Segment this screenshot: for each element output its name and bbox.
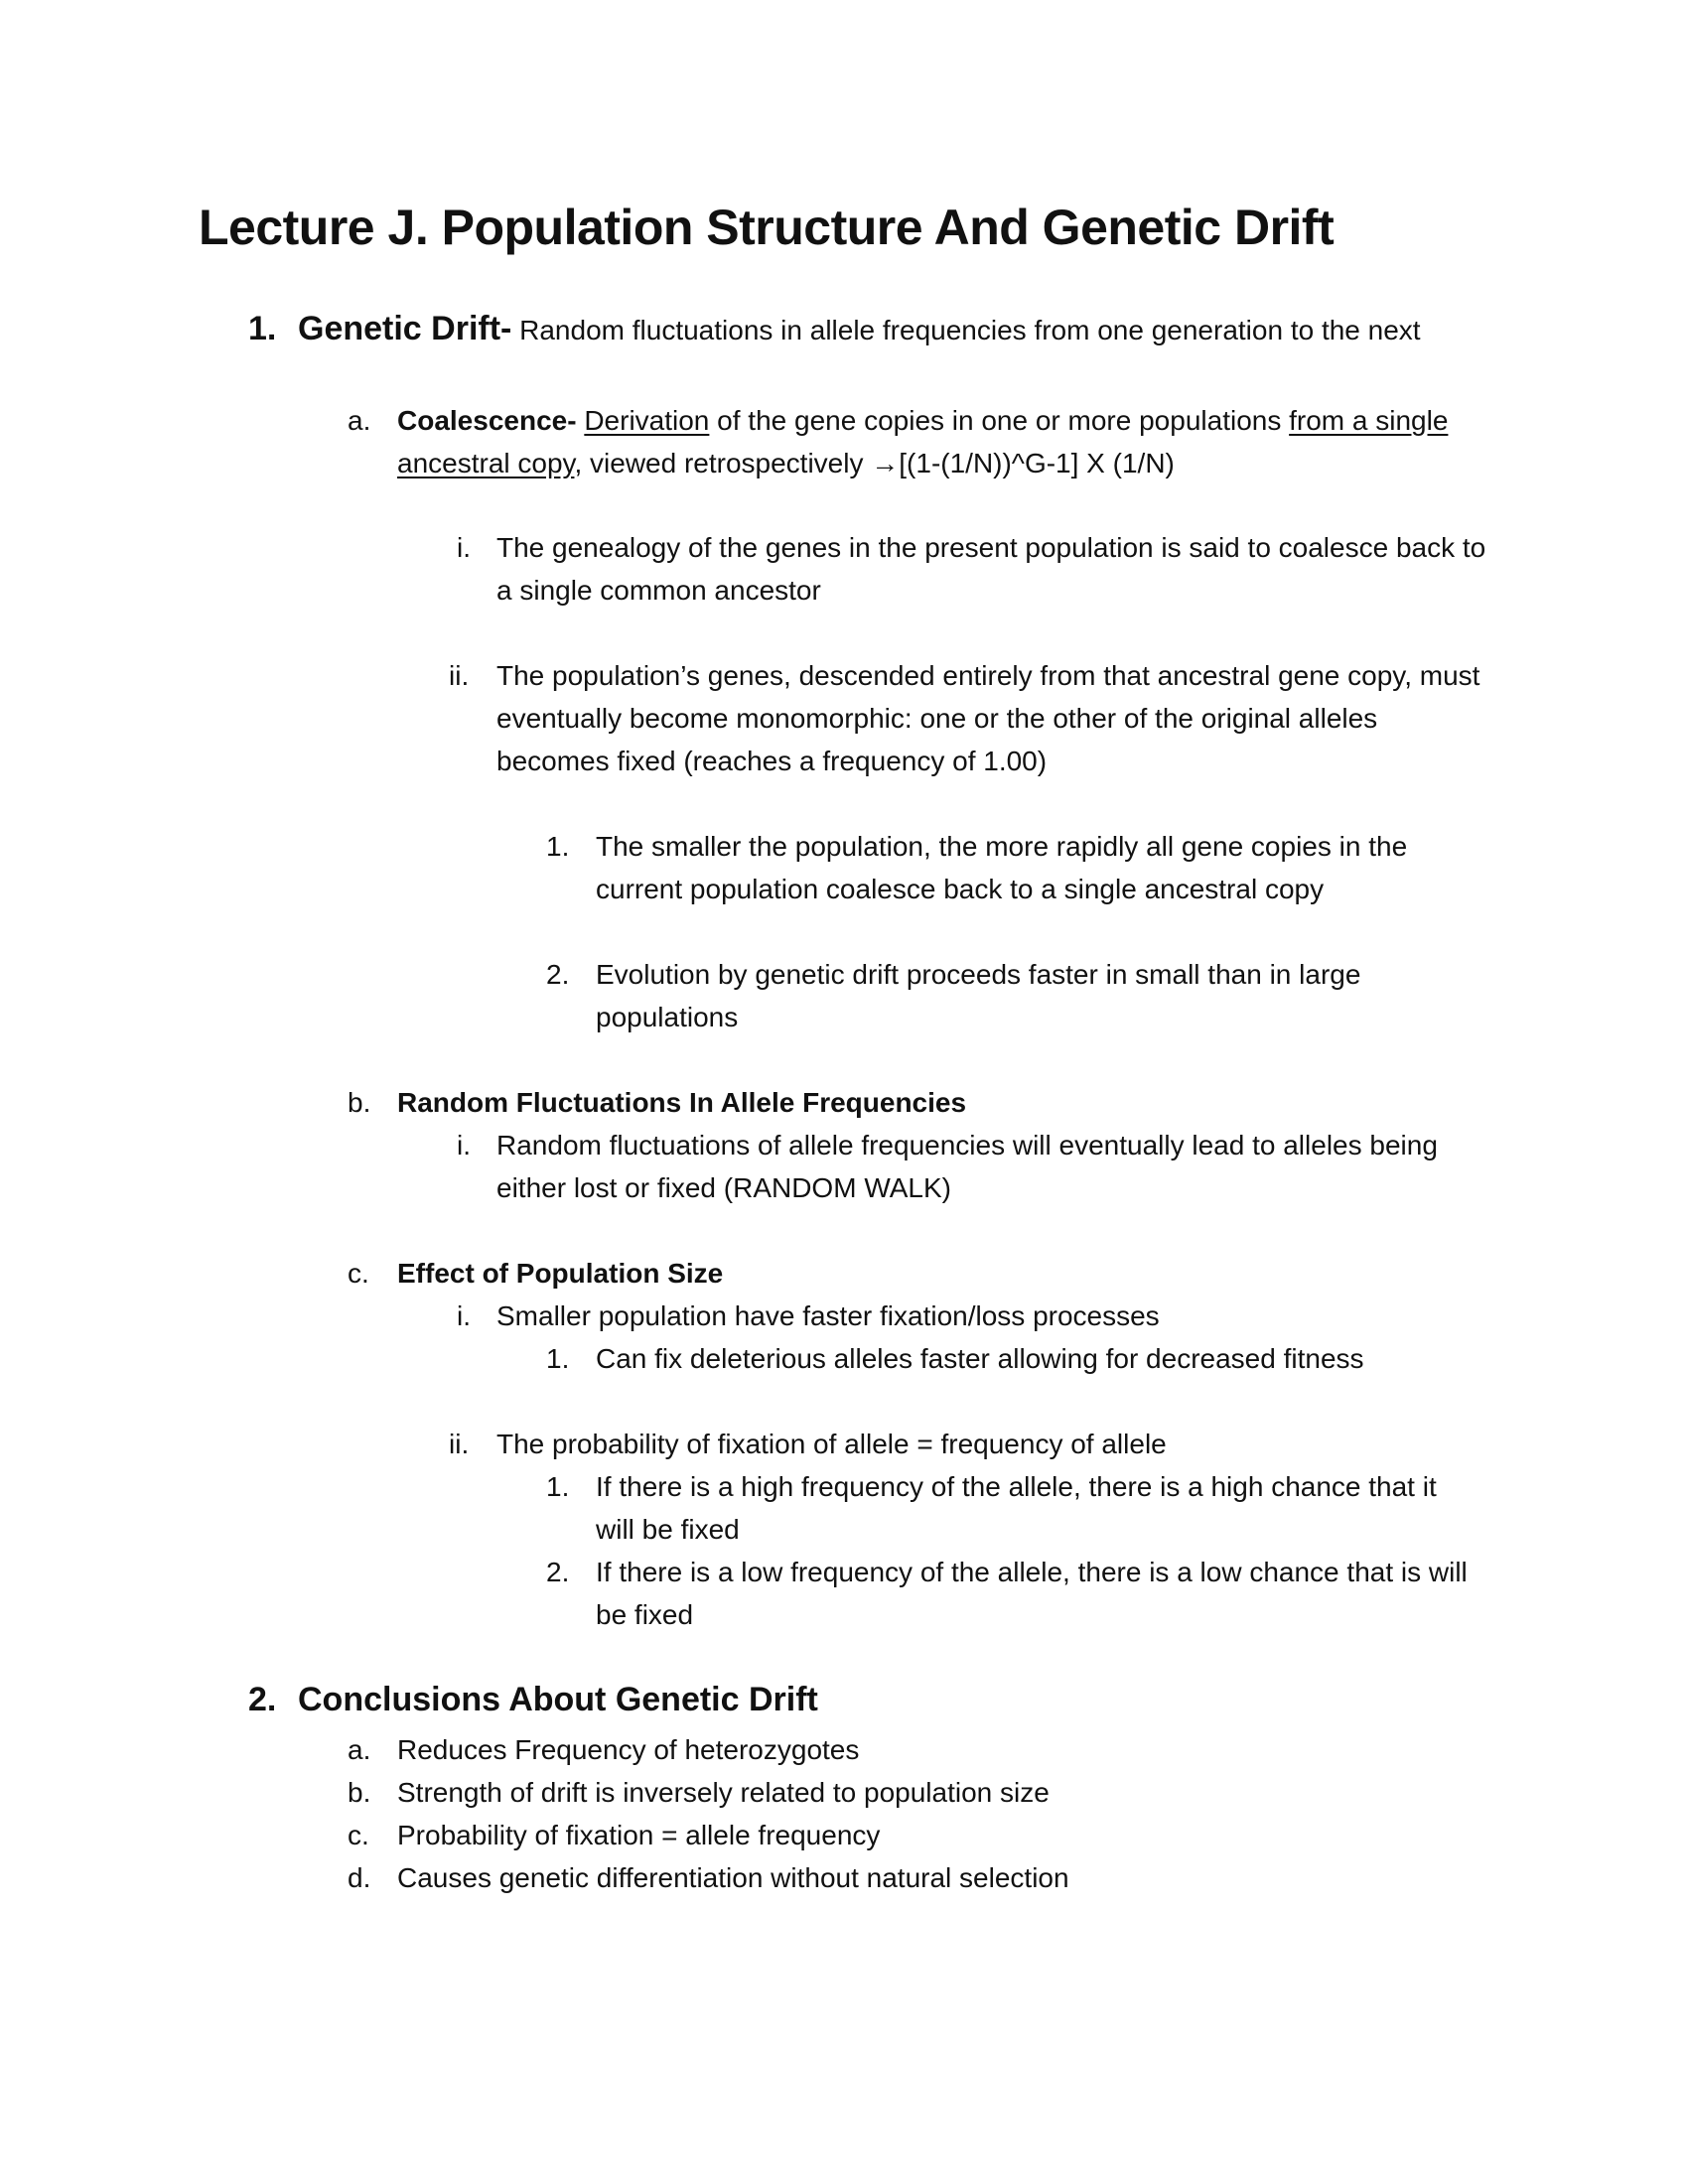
item-1ai-marker: i. (457, 532, 471, 563)
derivation-term: Derivation (584, 405, 710, 436)
item-1aii-line-2: eventually become monomorphic: one or the other of the original alleles (496, 703, 1378, 734)
item-1ai-line-2: a single common ancestor (496, 575, 821, 606)
item-1cii2-marker: 2. (546, 1557, 570, 1587)
item-1a-line-1 (397, 399, 1448, 442)
arrow-icon: → (871, 448, 900, 478)
section-1-description: Random fluctuations in allele frequencies from one generation to the next (511, 315, 1421, 345)
item-1cii2-line-1: If there is a low frequency of the allele, there is a low chance that is will (596, 1557, 1468, 1587)
item-1bi-line-2: either lost or fixed (RANDOM WALK) (496, 1172, 951, 1203)
item-1bi-marker: i. (457, 1130, 471, 1160)
section-1-marker: 1. (248, 310, 277, 347)
item-1c-heading: Effect of Population Size (397, 1258, 724, 1289)
item-1aii-marker: ii. (449, 660, 470, 691)
section-2-heading: Conclusions About Genetic Drift (298, 1681, 818, 1718)
item-1cii1-line-1: If there is a high frequency of the allele, there is a high chance that it (596, 1471, 1437, 1502)
conclusion-a-marker: a. (348, 1734, 371, 1765)
conclusion-d-text: Causes genetic differentiation without natural selection (397, 1862, 1069, 1893)
item-1cii-line-1: The probability of fixation of allele = frequency of allele (496, 1429, 1167, 1459)
item-1cii1-line-2: will be fixed (596, 1514, 740, 1545)
item-1aii1-marker: 1. (546, 831, 570, 862)
conclusion-a-text: Reduces Frequency of heterozygotes (397, 1734, 860, 1765)
conclusion-c-marker: c. (348, 1820, 369, 1850)
item-1a-text-2: , viewed retrospectively (574, 448, 872, 478)
conclusion-b-text: Strength of drift is inversely related to population size (397, 1777, 1050, 1808)
item-1c-marker: c. (348, 1258, 369, 1289)
item-1bi-line-1: Random fluctuations of allele frequencies will eventually lead to alleles being (496, 1130, 1438, 1160)
item-1aii2-marker: 2. (546, 959, 570, 990)
item-1a-line-2 (397, 442, 1175, 484)
ancestral-phrase-part-1: from a single (1289, 405, 1449, 436)
section-1-heading: Genetic Drift- (298, 310, 512, 347)
item-1ci1-marker: 1. (546, 1343, 570, 1374)
conclusion-b-marker: b. (348, 1777, 371, 1808)
conclusion-d-marker: d. (348, 1862, 371, 1893)
item-1cii-marker: ii. (449, 1429, 470, 1459)
item-1cii1-marker: 1. (546, 1471, 570, 1502)
item-1aii2-line-1: Evolution by genetic drift proceeds faster in small than in large (596, 959, 1361, 990)
section-1-heading-line (298, 308, 1421, 351)
item-1a-text-1: of the gene copies in one or more populations (709, 405, 1290, 436)
item-1b-heading: Random Fluctuations In Allele Frequencies (397, 1087, 967, 1118)
item-1aii2-line-2: populations (596, 1002, 739, 1032)
item-1ci1-line-1: Can fix deleterious alleles faster allowing for decreased fitness (596, 1343, 1364, 1374)
item-1a-marker: a. (348, 405, 371, 436)
page-title: Lecture J. Population Structure And Genetic Drift (199, 200, 1335, 255)
ancestral-phrase-part-2: ancestral copy (397, 448, 575, 478)
item-1b-marker: b. (348, 1087, 371, 1118)
item-1ci-marker: i. (457, 1300, 471, 1331)
coalescence-label: Coalescence- (397, 405, 577, 436)
item-1ci-line-1: Smaller population have faster fixation/loss processes (496, 1300, 1160, 1331)
conclusion-c-text: Probability of fixation = allele frequency (397, 1820, 881, 1850)
item-1ai-line-1: The genealogy of the genes in the present population is said to coalesce back to (496, 532, 1486, 563)
item-1cii2-line-2: be fixed (596, 1599, 694, 1630)
coalescence-formula: [(1-(1/N))^G-1] X (1/N) (899, 448, 1175, 478)
item-1aii1-line-1: The smaller the population, the more rapidly all gene copies in the (596, 831, 1408, 862)
item-1aii1-line-2: current population coalesce back to a single ancestral copy (596, 874, 1325, 904)
section-2-marker: 2. (248, 1681, 277, 1718)
item-1aii-line-3: becomes fixed (reaches a frequency of 1.00) (496, 746, 1048, 776)
item-1aii-line-1: The population’s genes, descended entirely from that ancestral gene copy, must (496, 660, 1480, 691)
